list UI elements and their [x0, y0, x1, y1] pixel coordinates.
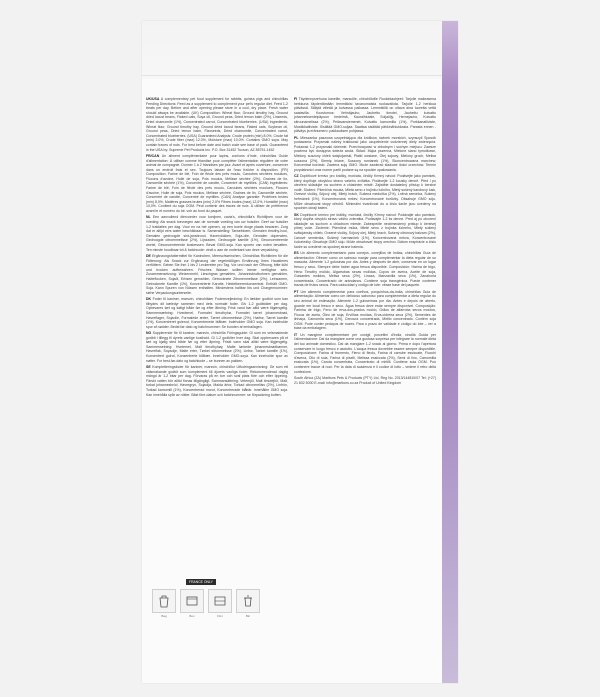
language-code: ES: [294, 251, 299, 256]
section-dk: [146, 297, 288, 329]
section-nl: [146, 215, 288, 252]
section-body: Mieszanka paszowa uzupełniająca dla królików, świnek morskich, szynszyli Sposób podawania: Przysmak należy traktować jako uzupełnienie codziennej diety zwierzęcia. Podawać 1-2 przysmaki dziennie. Przechowywać w chłodnym i suchym miejscu. Zawsze powinna być dostępna świeża woda. Skład: Mąka pszenna, Mielone siano tymotkowe, Mielony suszony chleb świętojański, Płatki owsiane, Olej sojowy, Mielony groch, Melisa suszona (2%), Siemię lniane, Suszony rumianek (1%), Skoncentrowana marchew, Koncentrat borówki. Zawiera soję GMO. Może zawierać śladowe ilości orzechów. Termin przydatności oraz numer partii podane są na spodzie opakowania.: [294, 135, 436, 172]
film-caption: Film: [217, 614, 223, 618]
top-strip: [142, 21, 458, 79]
section-contact: [294, 376, 436, 385]
text-columns: [146, 97, 436, 399]
section-sk: [294, 213, 436, 250]
purple-side-strip: [442, 21, 458, 683]
section-body: Supplerende fôr til kaniner, marsvin, chinchilla Fôringsguide: Gi som en velsmakende godbit i tillegg til dyrets vanlige kosthold. Gi 1-2 godbiter hver dag. Skal oppbevares på et tørt og kjølig sted både før og etter åpning. Friskt vann skal alltid være tilgjengelig. Sammensetning: Hvetemel, Malt timothyhøy, Malte tørkede johannesbrødbønner, Havreflak, Soyaolje, Malte erter, Tørket sitronmelisse (2%), Linfrø, Tørket kamille (1%), Konsentrert gulrot, Konsentrerte blåbær. Inneholder GMO-soya. Kan inneholde spor av nøtter. For best-før-dato og batchkode – se bunnen av pakken.: [146, 331, 288, 363]
section-body: A complementary pet food supplement for rabbits, guinea pigs and chinchillas Feeding Directions: Feed as a supplement to complement your pet's regular diet. Feed 1-2 treats per day. Before and after opening please store in a cool, dry place. Fresh water should always be available. (UK) Composition: Wheat flour, Ground timothy hay, Ground dried locust beans, Flaked oats, Soya oil, Ground peas, Dried lemon balm (2%), Linseeds, Dried chamomile (1%), Concentrated carrot, Concentrated blueberries. (USA) Ingredients: Wheat flour, Ground timothy hay, Ground dried locust beans, Flaked oats, Soybean oil, Ground peas, Dried lemon balm, Flaxseeds, Dried chamomile, Concentrated carrot, Concentrated blueberries. (USA) Guaranteed Analysis: Crude protein (min) 8.0%, Crude fat (min) 2.0%, Crude fiber (max) 12.0%, Moisture (max) 10.0%. Contains GMO soya. May contain traces of nuts. For best before date and batch code see base of pack. Guaranteed in the USA by: Supreme Pet Products Inc. P.O. Box 31452 Tucson, AZ 85751-1452: [146, 97, 288, 152]
language-code: NL: [146, 215, 151, 220]
left-text-column: [146, 97, 288, 399]
section-body: Um alimento complementar para coelhos, porquinhos-da-índia, chinchilas Guia de alimentação: Alimentar como um delicioso saboroso para complementar a dieta regular do seu animal de estimação. Alimente 1-2 guloseimas por dia. Antes e depois de aberto, guarde em local fresco e seco. Água fresca deve estar sempre disponível. Composição: Farinha de trigo, Feno de erva-dos-prados moído, Grãos de alfarroba secos moídos, Flocos de aveia, Óleo de soja, Ervilhas moídas, Erva-cidreira seca (2%), Sementes de linhaça, Camomila seca (1%), Cenoura concentrada, Mirtilo concentrado. Contém soja OGM. Pode conter pedaços de nozes. Para o prazo de validade e código do lote – ver a base da embalagem.: [294, 289, 436, 331]
language-code: SE: [146, 365, 151, 370]
language-code: NO: [146, 331, 152, 336]
bag-recycle-icon: [152, 589, 176, 613]
section-body: Un aliment complémentaire pour lapins, cochons d'Inde, chinchillas Guide d'alimentation: À utiliser comme friandise pour compléter l'alimentation régulière de votre animal de compagnie. Donner 1 à 2 friandises par jour. Avant et après ouverture, conserver dans un endroit frais et sec. Toujours laisser de l'eau fraîche à disposition. (FR) Composition: Farine de blé, Foin de fléole des prés moulu, Caroubes séchées moulues, Flocons d'avoine, Huile de soja, Pois moulus, Mélisse séchée (2%), Graines de lin, Camomille séchée (1%), Concentré de carotte, Concentré de myrtilles. (CAN) Ingrédients: Farine de blé, Foin de fléole des prés moulu, Caroubes séchées moulues, Flocons d'avoine, Huile de soja, Pois moulus, Mélisse séchée, Graines de lin, Camomille séchée, Concentré de carotte, Concentré de myrtilles. (CAN) Analyse garantie: Protéines brutes (min) 8,0%, Matières grasses brutes (min) 2,0% Fibres brutes (max) 12,0%, Humidité (max) 10,0%. Contient du soja OGM. Peut contenir des traces de noix. À utiliser de préférence avant le et numéro du lot: voir au fond du paquet.: [146, 153, 288, 214]
section-fr-can: [146, 154, 288, 214]
language-code: UK/USA: [146, 97, 160, 101]
section-cz: [294, 174, 436, 211]
section-uk-usa: [146, 97, 288, 152]
recycling-icons: [152, 589, 286, 617]
section-body: Een aanvullend diervoeder voor konijnen, cavia's, chinchilla's Richtlijnen voor de voeding: Als snack toevoegen aan de normale voeding van uw huisdier. Geef uw huisdier 1-2 traktaties per dag. Voor en na het openen, op een koele droge plaats bewaren. Zorg dat er altijd vers water beschikbaar is. Samenstelling: Tarwebloem, Gemalen timothy-hooi, Gemalen gedroogde sint-jansbrood, Havervlokken, Soja-olie, Gemalen doperwten, Gedroogde citroenmelisse (2%), Lijnzaden, Gedroogde kamille (1%), Geconcentreerde wortel, Geconcentreerde bosbessen. Bevat GMO-soja. Kan sporen van noten bevatten. Ten minste houdbaar tot & batchcode: vindt u aan de onderkant van deze verpakking.: [146, 215, 288, 252]
right-text-column: [294, 97, 436, 399]
section-body: Täydennysrehuna kaneille, marsuille, chinchilloille Ruokintaohjeet: Tarjoile makeasena herkkuna täydentämään lemmikkisi tavanomaista ruokavaliota. Tarjoile 1-2 herkkua päivässä. Säilytä viileää ja kuivassa paikassa. Lemmikillä on oltava aina tuoretta vettä saatavilla. Koostumus: Vehnäjauho, Jauhettu timotei, Jauhettu kuivattu johanneksenleipäpuun hedelmä, Kauralhiutale, Soijaöljy, Hernejauho, Kuivattu sitruunamelissa (2%), Pellavansiemenet, Kuivattu kamomilla (1%), Porkkanatiiviste, Mustikkatiiviste. Sisältää GMO-soijaa. Saattaa sisältää pähkinähiukkasia. Parasta ennen -päiväys ja eränumero: pakkauksen pohjassa.: [294, 97, 436, 134]
section-pt: [294, 290, 436, 331]
section-body: Foder til kaniner, marsvin, chinchillaer Foderevejledning: En lækker godbid som kan tilbydes dit kæledyr sammen med dets normale foder. Giv 1-2 godbidder per dag. Opbevares tørt og køligt både før og efter åbning. Frisk vand bør altid være tilgængelig. Sammensætning: Hvedemel, Formalet timothyhø, Formalet tørret johannesbrød, Havreflager, Sojaolie, Formalede ærter, Tørret citronmelisse (2%), Hørfrø, Tørret kamille (1%), Koncentreret gulerod, Koncentrerede blåbær. Indeholder GMO soja. Kan indeholde spor af nødder. Bedst før dato og batchnummer: Se bunden af emballagen.: [146, 297, 288, 329]
section-de: [146, 254, 288, 295]
language-code: IT: [294, 332, 298, 337]
bin-caption: Bin: [245, 614, 251, 618]
section-es: [294, 251, 436, 288]
language-code: PT: [294, 289, 299, 294]
tray-caption: Box: [189, 614, 195, 618]
bin-icon: [236, 589, 260, 613]
bag-recycle-caption: Bag: [161, 614, 167, 618]
language-code: FI: [294, 97, 298, 101]
section-pl: [294, 136, 436, 173]
section-body: Ergänzungsfuttermittel für Kaninchen, Meerschweinchen, Chinchillas Richtlinien für die Fütterung: Als Snack zur Ergänzung der regelmäßigen Ernährung Ihres Haustieres verfüttern. Geben Sie ihm 1 bis 2 Leckereien pro Tag. Vor und nach der Öffnung, bitte kühl und trocken aufbewahren. Frisches Wasser sollten immer verfügbar sein. Zusammensetzung: Weizenmehl, Lieschgras gemahlen, Johannisbrotbohnen gemahlen, Haferflocken, Sojaöl, Erbsen gemahlen, Getrocknete Zitronenmelisse (2%), Leinsamen, Getrocknete Kamille (1%), Konzentrierte Karotte, Heidelbeerenkonzentrat. Enthält GMO-Soja. Kann Spuren von Nüssen enthalten. Mindestens haltbar bis und Chargennummer: siehe Verpackungsunterseite.: [146, 253, 288, 295]
section-body: Un mangime complementare per conigli, porcellini d'India, cincillà Guida per l'alimentazione: Dai da mangiare come una gustosa sorpresa per integrare la normale dieta del tuo animale domestico. Dai da mangiare 1-2 snack al giorno. Prima e dopo l'apertura conservare in luogo fresco e asciutto. L'acqua fresca dovrebbe essere sempre disponibile. Composizione: Farina di frumento, Fieno di fleolo, Farina di carrube essiccate, Fiocchi d'avena, Olio di soia, Farina di piselli, Melissa essiccata (2%), Semi di lino, Camomilla essiccata (1%), Carota concentrata, Concentrato di mirtilli. Contiene soia OGM. Può contenere tracce di noci. Per la data di scadenza e il codice di lotto – vedere il retro della confezione.: [294, 332, 436, 374]
film-icon: [208, 589, 232, 613]
france-only-badge: FRANCE ONLY: [186, 579, 216, 585]
section-body: Un alimento complementario para conejos, conejillos de Indias, chinchillas Guía de alimentación: Ofrecer como un sabroso manjar para complementar la dieta regular de su mascota. Alimente 1-2 golosinas por día. Antes y después de abrir, conservar en un lugar fresco y seco. Siempre debe haber agua fresca disponible. Composición: Harina de trigo, Heno Timothy molido, Algarrobas secas molidas, Copos de avena, Aceite de soja, Guisantes molidos, Melisa seca (2%), Linaza, Manzanilla seca (1%), Zanahoria concentrada, Concentrado de arándanos. Contiene soja transgénica. Puede contener trazas de frutos secos. Para caducidad y código de lote: véase base del paquete.: [294, 251, 436, 288]
language-code: DK: [146, 297, 152, 302]
section-body: Doplňkové krmivo pro králíky, morčata, činčily Krmný návod: Podávejte jako pamlsek, který doplňuje obvyklou stravu vašeho zvířátka. Podávejte 1-2 kousky denně. Před i po otevření skladujte na suchém a chladném místě. Zajistěte dostatečný přístup k čerstvé vodě. Složení: Pšeničná mouka, Mletá seno z bojínku lučního, Mletý sušený karobový lusk, Ovesné vločky, Sójový olej, Mletý hrách, Sušená meduňka (2%), Lněná semínka, Sušený heřmánek (1%), Koncentrovaná mrkev, Koncentrované borůvky. Obsahuje GMO sóju. Může obsahovat stopy ořechů. Minimální trvanlivost do a číslo šarže jsou uvedeny na spodním okraji balení.: [294, 174, 436, 211]
tray-icon: [180, 589, 204, 613]
section-body: South Africa (ZA) Marltons Pets & Products (PTY) Ltd, Reg No. 2013/144810/07 Tel: (+27) 21 832 5000 E-mail: info@marltons.co.za Product of United Kingdom: [294, 376, 436, 385]
section-fi: [294, 97, 436, 134]
language-code: DE: [146, 253, 151, 258]
language-code: CZ: [294, 174, 299, 179]
recycling-captions: [152, 614, 286, 618]
section-body: Doplnkové krmivo pre králiky, morčatá, činčily Kŕmny návod: Podávajte ako pamlsok, ktorý dopĺňa obvyklú stravu vášho zvieratka. Podávajte 1-2 ks denne. Pred aj po otvorení skladujte na suchom a chladnom mieste. Zabezpečte neobmedzený prístup k čerstvej pitnej vode. Zloženie: Pšeničná múka, Mleté seno z bojínka lúčneho, Mletý sušený svätojánsky chlieb, Ovsené vločky, Sójový olej, Mletý hrach, Sušený citrónový balzam (2%), Ľanové semienka, Sušený harmanček (1%), Koncentrovaná mrkva, Koncentrované čučoriedky. Obsahuje GMO sóju. Môže obsahovať stopy orechov. Dátum exspirácie a číslo šarže sú uvedené na spodnej strane balenia.: [294, 212, 436, 249]
section-body: Kompletteringsfoder för kaniner, marsvin, chinchillor Utfodringsanvisning: Ge som ett välsmakande godbit som komplement till djurets vanliga foder. Rekommenderad daglig mängd är 1-2 bitar per dag. Förvaras på en torr och sval plats före och efter öppning. Färskt vatten bör alltid finnas tillgängligt. Sammansättning: Vetemjöl, Malt timotejhö, Malt, torkat johannesbröd, Havregryn, Sojaolja, Malda ärtor, Torkad citronmelliss (2%), Linfrön, Torkad kamomill (1%), Koncentrerad morot, Koncentrerade blåbär. Innehåller GMO soja. Kan innehålla spår av nötter. Bäst före-datum och batchnummer: se förpackning botten.: [146, 365, 288, 397]
language-code: SK: [294, 212, 299, 217]
section-no: [146, 331, 288, 363]
language-code: PL: [294, 135, 299, 140]
section-se: [146, 365, 288, 397]
section-it: [294, 333, 436, 374]
language-code: FR/CAN: [146, 153, 160, 158]
